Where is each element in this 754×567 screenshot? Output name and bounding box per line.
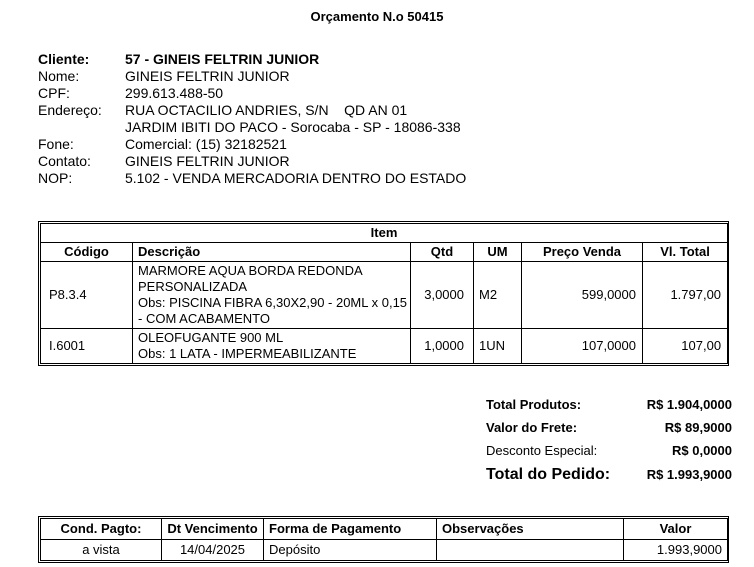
col-header-dt-vencimento: Dt Vencimento [162, 519, 264, 540]
totals-block [486, 393, 732, 486]
payment-row-1 [41, 540, 728, 561]
total-pedido-label: Total do Pedido: [486, 466, 611, 483]
item1-um: M2 [474, 262, 522, 329]
nome-value: GINEIS FELTRIN JUNIOR [125, 68, 290, 84]
payment1-valor: 1.993,9000 [624, 540, 728, 561]
payment1-dt-vencimento: 14/04/2025 [162, 540, 264, 561]
client-row-cpf [38, 85, 754, 102]
nop-label: NOP: [38, 170, 73, 186]
endereco-line1: RUA OCTACILIO ANDRIES, S/N QD AN 01 [125, 102, 408, 118]
client-row-fone [38, 136, 754, 153]
total-produtos-row [486, 393, 732, 416]
client-row-contato [38, 153, 754, 170]
valor-frete-label: Valor do Frete: [486, 420, 578, 435]
endereco-label-spacer [38, 119, 125, 136]
item-row-1 [41, 262, 728, 329]
fone-label: Fone: [38, 136, 74, 152]
payment-header-row [41, 519, 728, 540]
payment-table [40, 518, 728, 561]
item-row-2 [41, 329, 728, 364]
client-row-endereco [38, 102, 754, 119]
col-header-descricao: Descrição [133, 243, 411, 262]
endereco-line2: JARDIM IBITI DO PACO - Sorocaba - SP - 18086-338 [125, 119, 461, 135]
item-table-frame [38, 221, 729, 366]
total-pedido-row [486, 463, 732, 486]
item2-codigo: I.6001 [41, 329, 133, 364]
nome-label: Nome: [38, 68, 80, 84]
item1-desc-line4: - COM ACABAMENTO [138, 311, 270, 326]
col-header-valor: Valor [624, 519, 728, 540]
valor-frete-value: R$ 89,9000 [664, 420, 732, 435]
item2-desc-line1: OLEOFUGANTE 900 ML [138, 330, 284, 345]
client-row-nop [38, 170, 754, 187]
item2-qtd: 1,0000 [411, 329, 474, 364]
total-pedido-value: R$ 1.993,9000 [646, 467, 732, 482]
col-header-qtd: Qtd [411, 243, 474, 262]
desconto-especial-value: R$ 0,0000 [672, 443, 732, 458]
item1-qtd: 3,0000 [411, 262, 474, 329]
item2-vl-total: 107,00 [643, 329, 728, 364]
valor-frete-row [486, 416, 732, 439]
item-table [40, 223, 728, 364]
item1-descricao [133, 262, 411, 329]
payment1-cond-pagto: a vista [41, 540, 162, 561]
client-info-block [38, 51, 754, 187]
total-produtos-value: R$ 1.904,0000 [646, 397, 732, 412]
col-header-preco-venda: Preço Venda [522, 243, 643, 262]
item1-preco-venda: 599,0000 [522, 262, 643, 329]
item-table-caption: Item [41, 224, 728, 243]
item1-desc-line2: PERSONALIZADA [138, 279, 248, 294]
payment1-observacoes [437, 540, 624, 561]
page-title: Orçamento N.o 50415 [310, 9, 444, 24]
col-header-cond-pagto: Cond. Pagto: [41, 519, 162, 540]
client-row-endereco2 [38, 119, 754, 136]
desconto-especial-label: Desconto Especial: [486, 443, 598, 458]
cpf-value: 299.613.488-50 [125, 85, 224, 101]
item2-desc-line2: Obs: 1 LATA - IMPERMEABILIZANTE [138, 346, 357, 361]
cpf-label: CPF: [38, 85, 70, 101]
nop-value: 5.102 - VENDA MERCADORIA DENTRO DO ESTADO [125, 170, 467, 186]
client-row-cliente [38, 51, 754, 68]
desconto-especial-row [486, 439, 732, 462]
total-produtos-label: Total Produtos: [486, 397, 582, 412]
item1-desc-line1: MARMORE AQUA BORDA REDONDA [138, 263, 363, 278]
col-header-forma-pagamento: Forma de Pagamento [264, 519, 437, 540]
endereco-label: Endereço: [38, 102, 102, 118]
item1-codigo: P8.3.4 [41, 262, 133, 329]
fone-value: Comercial: (15) 32182521 [125, 136, 287, 152]
col-header-codigo: Código [41, 243, 133, 262]
col-header-um: UM [474, 243, 522, 262]
contato-value: GINEIS FELTRIN JUNIOR [125, 153, 290, 169]
item2-descricao [133, 329, 411, 364]
item-caption-row [41, 224, 728, 243]
item-header-row [41, 243, 728, 262]
col-header-vl-total: Vl. Total [643, 243, 728, 262]
cliente-value: 57 - GINEIS FELTRIN JUNIOR [125, 51, 320, 67]
col-header-observacoes: Observações [437, 519, 624, 540]
contato-label: Contato: [38, 153, 91, 169]
item1-desc-line3: Obs: PISCINA FIBRA 6,30X2,90 - 20ML x 0,15 [138, 295, 408, 310]
item1-vl-total: 1.797,00 [643, 262, 728, 329]
payment-table-frame [38, 516, 729, 563]
client-row-nome [38, 68, 754, 85]
item2-preco-venda: 107,0000 [522, 329, 643, 364]
item2-um: 1UN [474, 329, 522, 364]
payment1-forma-pagamento: Depósito [264, 540, 437, 561]
cliente-label: Cliente: [38, 51, 90, 67]
